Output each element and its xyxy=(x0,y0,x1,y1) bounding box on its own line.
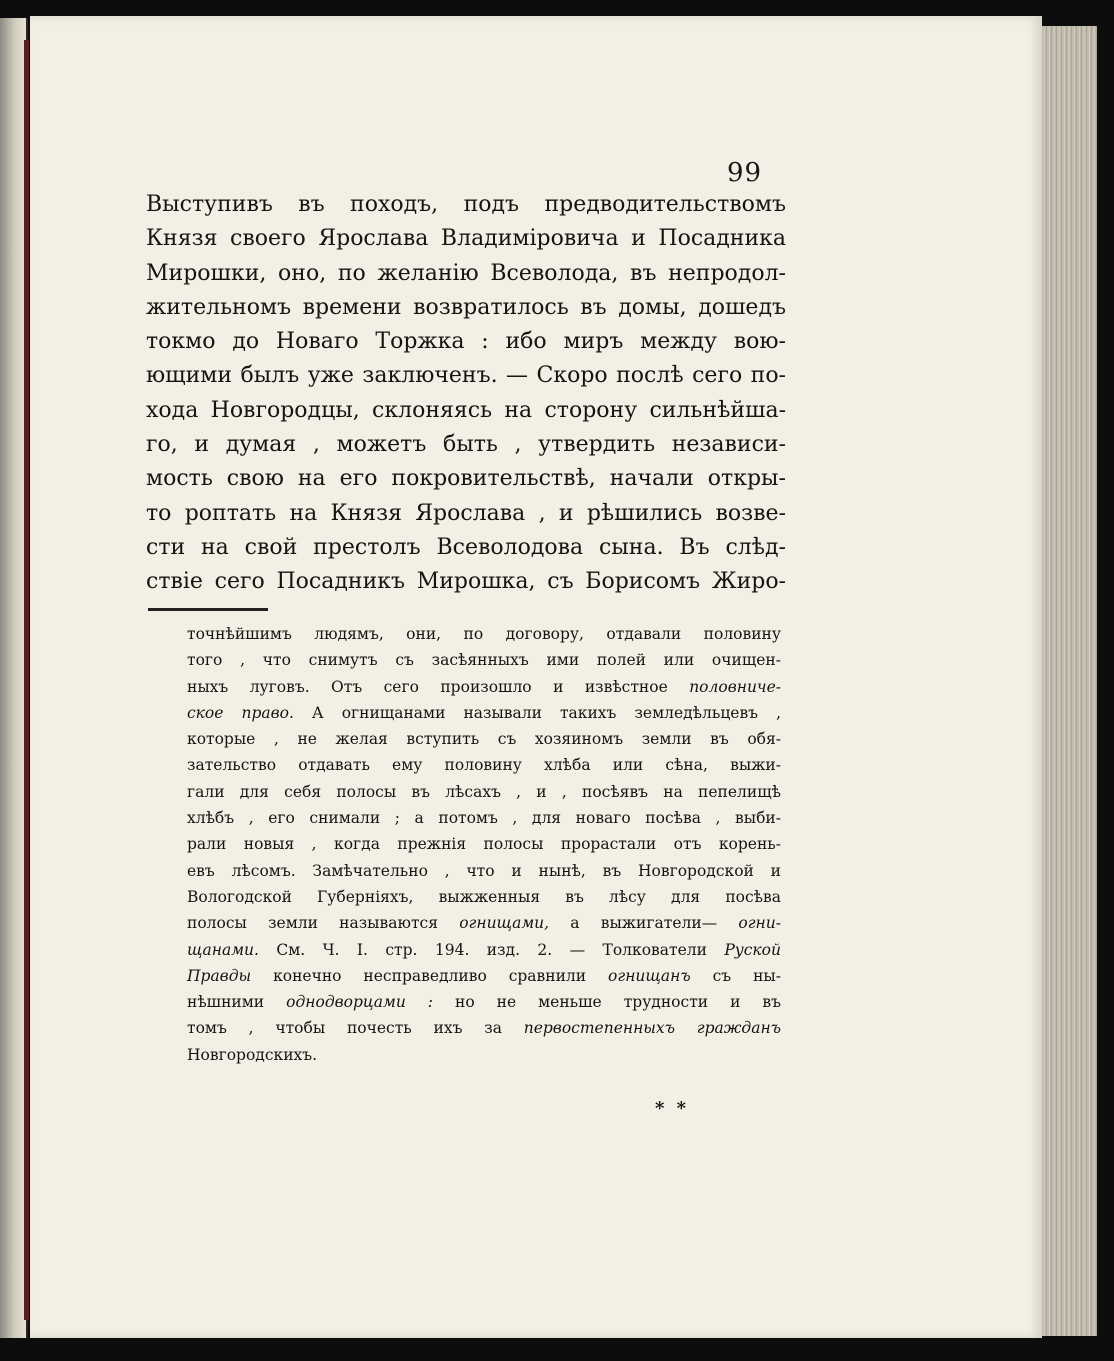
footnote-text: хлѣбъ , его снимали ; а потомъ , для новаго посѣва , выби- xyxy=(187,809,781,828)
signature-mark: * * xyxy=(655,1098,690,1119)
footnote-text: гали для себя полосы въ лѣсахъ , и , посѣявъ на пепелищѣ xyxy=(187,782,781,801)
main-text-line: сти на свой престолъ Всеволодова сына. Въ слѣд- xyxy=(146,534,786,560)
footnote-line xyxy=(187,805,781,831)
footnote-line xyxy=(187,647,781,673)
footnote-text: Новгородскихъ. xyxy=(187,1045,318,1064)
footnote-text: рали новыя , когда прежнія полосы прорастали отъ корень- xyxy=(187,835,781,854)
footnote-text: евъ лѣсомъ. Замѣчательно , что и нынѣ, въ Новгородской и xyxy=(187,861,781,880)
footnote-line xyxy=(187,1042,781,1068)
main-text-line: го, и думая , можетъ быть , утвердить независи- xyxy=(146,432,786,458)
footnote-italic-text: Руской xyxy=(724,940,781,959)
footnote-line xyxy=(187,858,781,884)
footnote-text: Вологодской Губерніяхъ, выжженныя въ лѣсу для посѣва xyxy=(187,887,781,906)
main-text-line: ющими былъ уже заключенъ. — Скоро послѣ сего по- xyxy=(146,363,786,389)
footnote-line xyxy=(187,621,781,647)
main-text-line: Мирошки, оно, по желанію Всеволода, въ непродол- xyxy=(146,260,786,286)
footnote-italic-text: огнищанъ xyxy=(608,966,691,985)
main-text-line: Выступивъ въ походъ, подъ предводительствомъ xyxy=(146,192,786,217)
footnote-text: полосы земли называются xyxy=(187,914,460,933)
footnote-text: томъ , чтобы почесть ихъ за xyxy=(187,1019,524,1038)
footnote-text: съ ны- xyxy=(690,966,781,985)
footnote-italic-text: ское право. xyxy=(187,703,294,722)
main-text-line: жительномъ времени возвратилось въ домы, дошедъ xyxy=(146,294,786,320)
footnote-italic-text: огнищами, xyxy=(459,914,550,933)
footnote-italic-text: половниче- xyxy=(689,677,781,696)
footnote-line xyxy=(187,752,781,778)
footnote-italic-text: Правды xyxy=(187,966,252,985)
footnote-line xyxy=(187,726,781,752)
footnote-separator xyxy=(148,608,268,611)
footnote-text: которые , не желая вступить съ хозяиномъ земли въ обя- xyxy=(187,730,781,749)
footnote-line xyxy=(187,831,781,857)
footnote-line xyxy=(187,1015,781,1041)
footnote-block xyxy=(187,621,781,1068)
footnote-text: См. Ч. I. стр. 194. изд. 2. — Толкователи xyxy=(258,940,725,959)
footnote-line xyxy=(187,700,781,726)
page-number: 99 xyxy=(727,158,763,188)
main-text-line: мость свою на его покровительствѣ, начали откры- xyxy=(146,466,786,492)
footnote-text: А огнищанами называли такихъ земледѣльцевъ , xyxy=(293,703,781,722)
footnote-line xyxy=(187,910,781,936)
main-text-line: ствіе сего Посадникъ Мирошка, съ Борисомъ Жиро- xyxy=(146,569,786,595)
footnote-text: нѣшними xyxy=(187,993,287,1012)
footnote-text: зательство отдавать ему половину хлѣба или сѣна, выжи- xyxy=(187,756,781,775)
footnote-line xyxy=(187,963,781,989)
footnote-text: но не меньше трудности и въ xyxy=(433,993,781,1012)
footnote-italic-text: первостепенныхъ гражданъ xyxy=(523,1019,781,1038)
main-text-line: то роптать на Князя Ярослава , и рѣшились возве- xyxy=(146,500,786,526)
footnote-italic-text: огни- xyxy=(738,914,781,933)
footnote-text: а выжигатели— xyxy=(549,914,739,933)
footnote-line xyxy=(187,674,781,700)
footnote-text: точнѣйшимъ людямъ, они, по договору, отдавали половину xyxy=(187,625,781,643)
main-text-block xyxy=(146,188,786,600)
main-text-line: токмо до Новаго Торжка : ибо миръ между вою- xyxy=(146,329,786,355)
footnote-line xyxy=(187,884,781,910)
footnote-italic-text: щанами. xyxy=(187,940,259,959)
footnote-text: конечно несправедливо сравнили xyxy=(251,966,609,985)
footnote-text: того , что снимутъ съ засѣянныхъ ими полей или очищен- xyxy=(187,651,781,670)
footnote-text: ныхъ луговъ. Отъ сего произошло и извѣстное xyxy=(187,677,690,696)
footnote-line xyxy=(187,989,781,1015)
footnote-line xyxy=(187,779,781,805)
footnote-line xyxy=(187,937,781,963)
binding-edge xyxy=(24,40,29,1320)
main-text-line: хода Новгородцы, склоняясь на сторону сильнѣйша- xyxy=(146,397,786,423)
main-text-line: Князя своего Ярослава Владиміровича и Посадника xyxy=(146,226,786,252)
footnote-italic-text: однодворцами : xyxy=(286,993,434,1012)
